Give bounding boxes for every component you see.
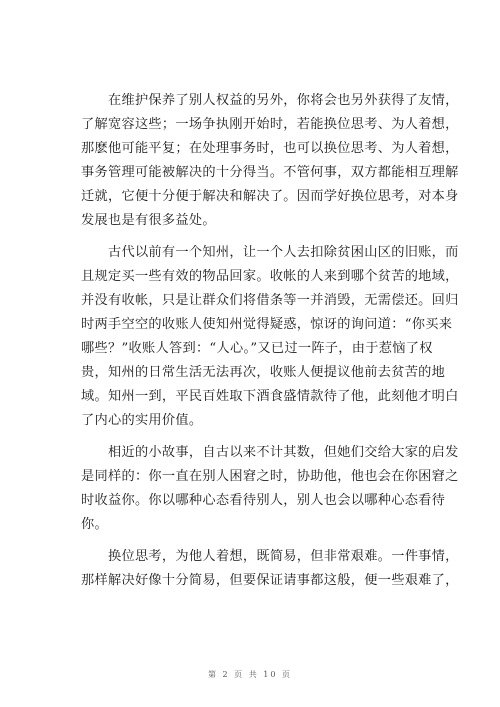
text-line: 那样解决好像十分简易，但要保证请事都这般，便一些艰难了， — [81, 573, 459, 588]
text-line: 事务管理可能被解决的十分得当。不管何事，双方都能相互理解 — [81, 165, 459, 180]
text-line: 时收益你。你以哪种心态看待别人，别人也会以哪种心态看待 — [81, 493, 446, 508]
text-line: 是同样的：你一直在别人困窘之时，协助他，他也会在你困窘之 — [81, 469, 459, 484]
text-line: 在维护保养了别人权益的另外，你将会也另外获得了友情， — [81, 93, 459, 108]
text-line: 贵，知州的日常生活无法再次，收账人便提议他前去贫苦的地 — [81, 365, 446, 380]
paragraph-3 — [81, 441, 459, 537]
page-number-footer: 第 2 页 共 10 页 — [208, 670, 292, 679]
text-line: 你。 — [81, 517, 108, 532]
paragraph-gap — [81, 433, 421, 441]
text-line: 那麽他可能平复；在处理事务时，也可以换位思考、为人着想， — [81, 141, 459, 156]
text-line: 了解宽容这些；一场争执刚开始时，若能换位思考、为人着想， — [81, 117, 459, 132]
text-line: 并没有收帐，只是让群众们将借条等一并消毁，无需偿还。回归 — [81, 293, 459, 308]
text-line: 哪些？”收账人答到：“人心。”又已过一阵子，由于惹恼了权 — [81, 341, 433, 356]
paragraph-gap — [81, 537, 421, 545]
text-line: 发展也是有很多益处。 — [81, 213, 216, 228]
paragraph-2 — [81, 241, 459, 433]
text-line: 相近的小故事，自古以来不计其数，但她们交给大家的启发 — [81, 445, 459, 460]
text-line: 换位思考，为他人着想，既简易，但非常艰难。一件事情， — [81, 549, 459, 564]
paragraph-gap — [81, 233, 421, 241]
text-line: 域。知州一到，平民百姓取下酒食盛情款待了他，此刻他才明白 — [81, 389, 459, 404]
text-line: 古代以前有一个知州，让一个人去扣除贫困山区的旧账，而 — [81, 245, 459, 260]
text-line: 且规定买一些有效的物品回家。收帐的人来到哪个贫苦的地域， — [81, 269, 459, 284]
text-line: 了内心的实用价值。 — [81, 413, 203, 428]
paragraph-4 — [81, 545, 459, 593]
document-body — [81, 89, 459, 593]
text-line: 时两手空空的收账人使知州觉得疑惑，惊讶的询问道：“你买来 — [81, 317, 453, 332]
paragraph-1 — [81, 89, 459, 233]
text-line: 迁就，它便十分便于解决和解决了。因而学好换位思考，对本身 — [81, 189, 459, 204]
